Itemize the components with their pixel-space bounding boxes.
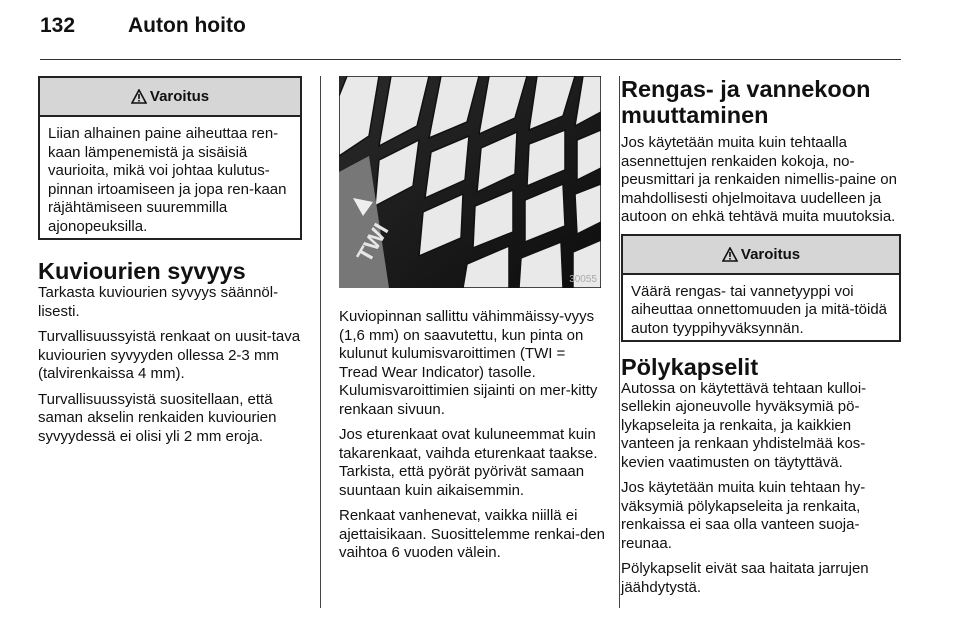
column-middle [339, 76, 605, 570]
paragraph: Tarkasta kuviourien syvyys säännöl-lisesti. [38, 284, 279, 320]
warning-icon [722, 247, 738, 262]
header-rule [40, 59, 901, 60]
paragraph: Pölykapselit eivät saa haitata jarrujen jäähdytystä. [621, 560, 869, 596]
column-divider [619, 76, 620, 608]
paragraph: Turvallisuussyistä suositellaan, että saman akselin renkaiden kuviourien syvyydessä ei olisi yli 2 mm eroja. [38, 390, 277, 445]
warning-box [38, 76, 302, 240]
warning-label: Varoitus [740, 245, 801, 263]
warning-text: Väärä rengas- tai vannetyyppi voi aiheuttaa onnettomuuden ja mitä-töidä auton tyyppihyväksynnän. [631, 282, 888, 337]
figure-number: 30055 [569, 274, 597, 285]
warning-header [40, 78, 300, 117]
tire-illustration [339, 76, 601, 288]
warning-box [621, 234, 901, 342]
heading-size-change: Rengas- ja vannekoon muuttaminen [621, 76, 871, 128]
column-right [621, 76, 903, 604]
section-title: Auton hoito [128, 14, 246, 37]
paragraph: Jos käytetään muita kuin tehtaan hy-väksymiä pölykapseleita ja renkaita, renkaissa ei saa olla vanteen suoja-reunaa. [621, 479, 866, 552]
warning-icon [131, 89, 147, 104]
warning-text: Liian alhainen paine aiheuttaa ren-kaan lämpenemistä ja sisäisiä vaurioita, mikä voi johtaa kulutus-pinnan irtoamiseen ja jopa ren-kaan räjähtämiseen suuremmilla ajonopeuksilla. [48, 125, 287, 235]
paragraph: Renkaat vanhenevat, vaikka niillä ei ajettaisikaan. Suosittelemme renkai-den vaihtoa 6 vuoden välein. [339, 507, 605, 561]
paragraph: Jos käytetään muita kuin tehtaalla asennettujen renkaiden kokoja, no-peusmittari ja renkaiden nimellis-paine on mahdollisesti ohjelmoitava uudelleen ja autoon on ehkä tehtävä muita muutoksia. [621, 134, 897, 225]
tire-tread-image [339, 76, 601, 288]
paragraph: Autossa on käytettävä tehtaan kulloi-sellekin ajoneuvolle hyväksymiä pö-lykapseleita ja renkaita, ja kaikkien vanteen ja renkaan yhdistelmää kos-kevien vaatimusten on täytyttävä. [621, 379, 867, 471]
paragraph: Jos eturenkaat ovat kuluneemmat kuin takarenkaat, vaihda eturenkaat taakse. Tarkista, että pyörät pyörivät samaan suuntaan kuin aikaisemmin. [339, 426, 598, 499]
column-left [38, 76, 304, 453]
heading-tread-depth: Kuviourien syvyys [38, 258, 246, 284]
page-number: 132 [40, 14, 76, 37]
column-divider [320, 76, 321, 608]
twi-marking: TWI [351, 219, 394, 267]
page-header [40, 14, 920, 48]
heading-hubcaps: Pölykapselit [621, 353, 759, 380]
paragraph: Turvallisuussyistä renkaat on uusit-tava kuviourien syvyyden ollessa 2-3 mm (talvirenkaissa 4 mm). [38, 328, 301, 382]
warning-header [623, 236, 899, 275]
warning-label: Varoitus [149, 88, 210, 105]
paragraph: Kuviopinnan sallittu vähimmäissy-vyys (1,6 mm) on saavutettu, kun pinta on kulunut kulumisvaroittimen (TWI = Tread Wear Indicator) tasolle. Kulumisvaroittimien sijainti on mer-kitty renkaan sivuun. [339, 308, 598, 418]
